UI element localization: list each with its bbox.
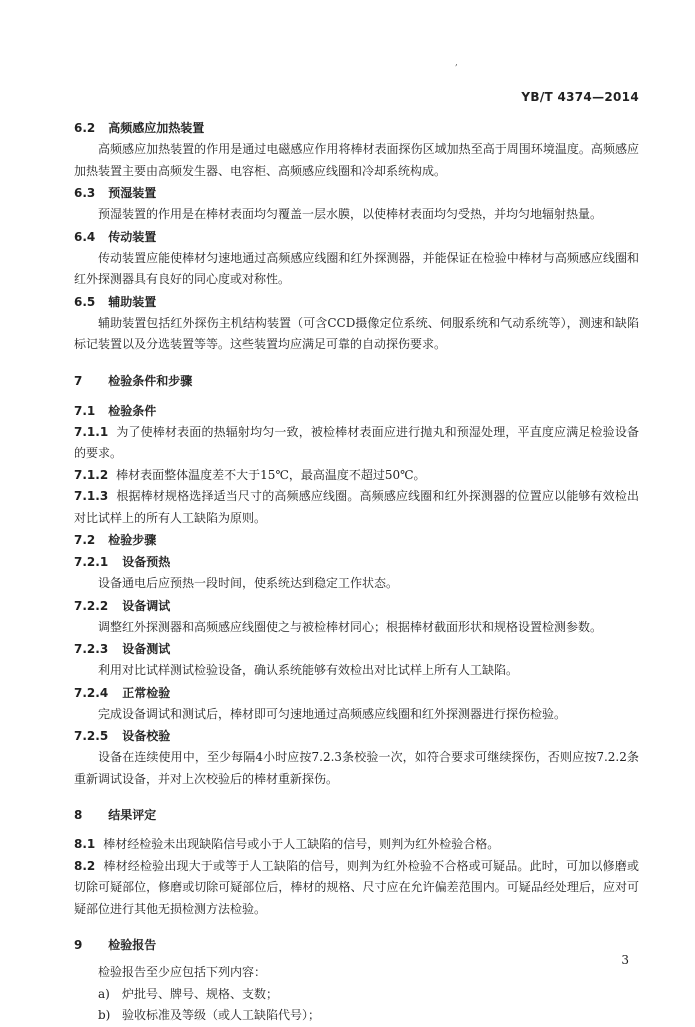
heading-7-2-4: 7.2.4 正常检验 xyxy=(74,685,171,700)
heading-7-2-2: 7.2.2 设备调试 xyxy=(74,598,171,613)
heading-6-4: 6.4 传动装置 xyxy=(74,229,157,244)
heading-8: 8 结果评定 xyxy=(74,808,157,822)
document-body xyxy=(74,117,639,1027)
paragraph-7-2-4: 完成设备调试和测试后，棒材即可匀速地通过高频感应线圈和红外探测器进行探伤检验。 xyxy=(98,706,567,721)
paragraph-7-2-2: 调整红外探测器和高频感应线圈使之与被检棒材同心；根据棒材截面形状和规格设置检测参数。 xyxy=(98,619,603,634)
heading-7-2-5: 7.2.5 设备校验 xyxy=(74,729,171,743)
paragraph-9-intro: 检验报告至少应包括下列内容： xyxy=(98,965,267,979)
paragraph-6-4: 传动装置应能使棒材匀速地通过高频感应线圈和红外探测器，并能保证在检验中棒材与高频感应线圈和红外探测器具有良好的同心度或对称性。 xyxy=(74,250,639,286)
heading-6-2: 6.2 高频感应加热装置 xyxy=(74,121,205,135)
paragraph-7-2-3: 利用对比试样测试检验设备，确认系统能够有效检出对比试样上所有人工缺陷。 xyxy=(98,663,519,677)
clause-7-1-1: 7.1.1 为了使棒材表面的热辐射均匀一致，被检棒材表面应进行抛丸和预湿处理，平直度应满足检验设备的要求。 xyxy=(74,424,639,460)
paragraph-6-3: 预湿装置的作用是在棒材表面均匀覆盖一层水膜，以使棒材表面均匀受热，并均匀地辐射热量。 xyxy=(98,207,603,221)
paragraph-7-2-5: 设备在连续使用中，至少每隔4小时应按7.2.3条校验一次，如符合要求可继续探伤，否则应按7.2.2条重新调试设备，并对上次校验后的棒材重新探伤。 xyxy=(74,750,639,786)
heading-7: 7 检验条件和步骤 xyxy=(74,373,193,388)
clause-8-1: 8.1 棒材经检验未出现缺陷信号或小于人工缺陷的信号，则判为红外检验合格。 xyxy=(74,837,500,851)
clause-7-1-2: 7.1.2 棒材表面整体温度差不大于15℃，最高温度不超过50℃。 xyxy=(74,467,426,482)
page-number: 3 xyxy=(621,953,629,967)
heading-9: 9 检验报告 xyxy=(74,938,157,952)
scan-speck: , xyxy=(455,58,458,68)
heading-7-2-3: 7.2.3 设备测试 xyxy=(74,642,171,656)
paragraph-6-5: 辅助装置包括红外探伤主机结构装置（可含CCD摄像定位系统、伺服系统和气动系统等），测速和缺陷标记装置以及分选装置等等。这些装置均应满足可靠的自动探伤要求。 xyxy=(74,315,639,351)
list-item: a) 炉批号、牌号、规格、支数； xyxy=(98,986,279,1001)
paragraph-6-2: 高频感应加热装置的作用是通过电磁感应作用将棒材表面探伤区域加热至高于周围环境温度。高频感应加热装置主要由高频发生器、电容柜、高频感应线圈和冷却系统构成。 xyxy=(74,142,639,178)
clause-7-1-3: 7.1.3 根据棒材规格选择适当尺寸的高频感应线圈。高频感应线圈和红外探测器的位置应以能够有效检出对比试样上的所有人工缺陷为原则。 xyxy=(74,489,639,525)
clause-8-2: 8.2 棒材经检验出现大于或等于人工缺陷的信号，则判为红外检验不合格或可疑品。此时，可加以修磨或切除可疑部位，修磨或切除可疑部位后，棒材的规格、尺寸应在允许偏差范围内。可疑品经处理后，应对可疑部位进行其他无损检测方法检验。 xyxy=(74,858,639,916)
paragraph-7-2-1: 设备通电后应预热一段时间，使系统达到稳定工作状态。 xyxy=(98,576,399,590)
list-item: b) 验收标准及等级（或人工缺陷代号）； xyxy=(98,1008,321,1022)
heading-7-1: 7.1 检验条件 xyxy=(74,403,157,418)
heading-6-5: 6.5 辅助装置 xyxy=(74,294,157,309)
standard-code: YB/T 4374—2014 xyxy=(521,90,639,104)
heading-7-2-1: 7.2.1 设备预热 xyxy=(74,555,171,569)
heading-6-3: 6.3 预湿装置 xyxy=(74,186,157,200)
heading-7-2: 7.2 检验步骤 xyxy=(74,533,157,547)
